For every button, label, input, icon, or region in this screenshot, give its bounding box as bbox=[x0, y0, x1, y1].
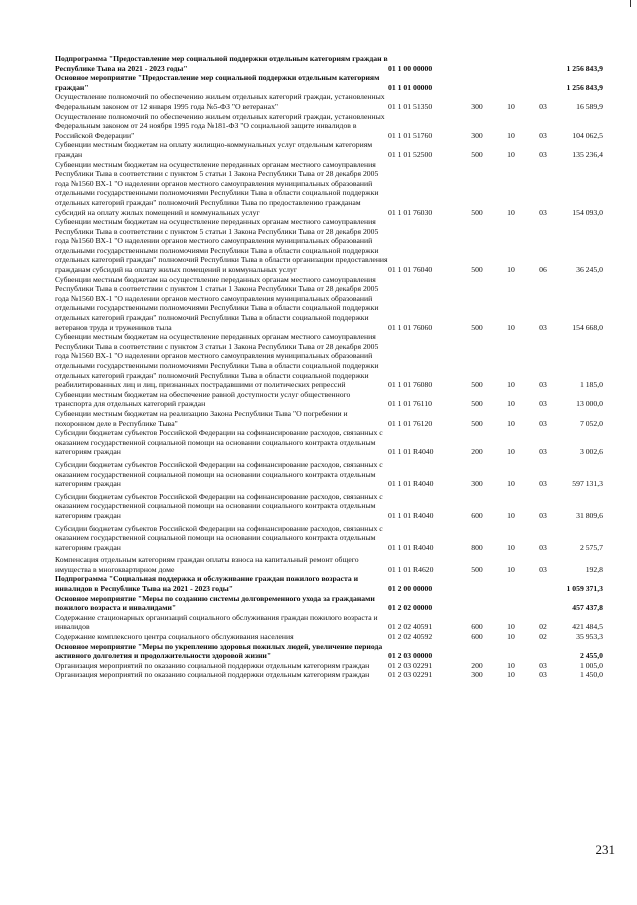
row-section bbox=[494, 642, 528, 661]
row-amount: 1 005,0 bbox=[579, 660, 603, 670]
table-row bbox=[55, 73, 603, 92]
row-name: Осуществление полномочий по обеспечению жильем отдельных категорий граждан, установленных Федеральным законом от 24 ноября 1995 года №181-ФЗ "О социальной защите инвалидов в Российской Федерации" bbox=[55, 111, 385, 140]
row-target-code: 01 1 01 51350 bbox=[388, 101, 433, 111]
row-amount: 31 809,6 bbox=[576, 510, 603, 520]
row-expense-type: 200 bbox=[471, 660, 483, 670]
row-section bbox=[494, 574, 528, 593]
row-expense-type bbox=[460, 73, 494, 92]
row-section bbox=[494, 594, 528, 613]
row-expense-type: 600 bbox=[471, 632, 483, 642]
row-target-code: 01 1 01 76080 bbox=[388, 380, 433, 390]
row-section: 10 bbox=[507, 632, 515, 642]
row-subsection bbox=[528, 574, 558, 593]
row-name: Компенсация отдельным категориям граждан оплаты взноса на капитальный ремонт общего имущества в многоквартирном доме bbox=[55, 555, 359, 574]
row-section: 10 bbox=[507, 479, 515, 489]
row-section: 10 bbox=[507, 447, 515, 457]
row-subsection: 03 bbox=[539, 418, 547, 428]
page-number: 231 bbox=[595, 842, 615, 857]
row-name: Субвенции местным бюджетам на обеспечение равной доступности услуг общественного транспорта для отдельных категорий граждан bbox=[55, 389, 351, 409]
row-amount: 7 052,0 bbox=[579, 418, 603, 428]
row-name: Субвенции местным бюджетам на оплату жилищно-коммунальных услуг отдельным категориям граждан bbox=[55, 140, 373, 159]
row-amount: 1 256 843,9 bbox=[566, 63, 603, 73]
row-target-code: 01 1 01 00000 bbox=[388, 82, 433, 92]
table-row bbox=[55, 574, 603, 593]
row-section: 10 bbox=[507, 322, 515, 332]
row-amount: 1 256 843,9 bbox=[566, 82, 603, 92]
row-target-code: 01 1 01 76030 bbox=[388, 207, 433, 217]
row-target-code: 01 1 01 R4620 bbox=[388, 564, 434, 574]
row-amount: 36 245,0 bbox=[576, 265, 603, 275]
table-row bbox=[55, 632, 603, 642]
row-expense-type bbox=[460, 54, 494, 73]
row-amount: 3 002,6 bbox=[579, 447, 603, 457]
row-section: 10 bbox=[507, 207, 515, 217]
row-expense-type: 600 bbox=[471, 510, 483, 520]
row-name: Субвенции местным бюджетам на осуществление переданных органам местного самоуправления Республики Тыва в соответствии с пунктом 5 статьи 1 Закона Республики Тыва от 28 декабря 2005 года №1560 ВХ-1 "О наделении органов местного самоуправления муниципальных образований отдельными государственными полномочиями Республики Тыва в области социальной поддержки отдельных категорий граждан" полномочий Республики Тыва в области организации предоставления гражданам субсидий на оплату жилых помещений и коммунальных услуг bbox=[55, 217, 388, 275]
row-section bbox=[494, 73, 528, 92]
row-expense-type bbox=[460, 642, 494, 661]
row-subsection: 03 bbox=[539, 670, 547, 680]
table-row bbox=[55, 489, 603, 521]
row-expense-type bbox=[460, 574, 494, 593]
row-subsection: 02 bbox=[539, 632, 547, 642]
row-target-code: 01 2 02 00000 bbox=[388, 603, 433, 613]
row-section: 10 bbox=[507, 399, 515, 409]
row-subsection: 03 bbox=[539, 322, 547, 332]
row-section: 10 bbox=[507, 622, 515, 632]
row-target-code: 01 2 02 40592 bbox=[388, 632, 433, 642]
row-amount: 192,8 bbox=[585, 564, 603, 574]
row-target-code: 01 2 03 02291 bbox=[388, 660, 433, 670]
row-subsection: 03 bbox=[539, 399, 547, 409]
scan-corner-mark bbox=[630, 0, 631, 7]
row-name: Субсидии бюджетам субъектов Российской Федерации на софинансирование расходов, связанных с оказанием государственной социальной помощи на основании социального контракта отдельным категориям граждан bbox=[55, 523, 383, 552]
table-row bbox=[55, 552, 603, 574]
row-name: Содержание комплексного центра социального обслуживания населения bbox=[55, 632, 294, 642]
row-subsection bbox=[528, 54, 558, 73]
row-name: Содержание стационарных организаций социального обслуживания граждан пожилого возраста и инвалидов bbox=[55, 612, 378, 632]
row-expense-type: 300 bbox=[471, 101, 483, 111]
row-name: Основное мероприятие "Меры по укреплению здоровья пожилых людей, увеличение периода активного долголетия и продолжительности здоровой жизни" bbox=[55, 641, 383, 661]
row-expense-type: 500 bbox=[471, 380, 483, 390]
row-name: Организация мероприятий по оказанию социальной поддержки отдельным категориям граждан bbox=[55, 660, 370, 670]
row-name: Осуществление полномочий по обеспечению жильем отдельных категорий граждан, установленных Федеральным законом от 12 января 1995 года №5-ФЗ "О ветеранах" bbox=[55, 92, 385, 111]
row-amount: 13 000,0 bbox=[576, 399, 603, 409]
row-subsection: 03 bbox=[539, 542, 547, 552]
row-expense-type: 500 bbox=[471, 564, 483, 574]
table-row bbox=[55, 521, 603, 553]
row-target-code: 01 1 01 76120 bbox=[388, 418, 433, 428]
row-expense-type: 200 bbox=[471, 447, 483, 457]
table-row bbox=[55, 428, 603, 457]
row-target-code: 01 1 01 51760 bbox=[388, 130, 433, 140]
table-row bbox=[55, 332, 603, 390]
row-subsection: 03 bbox=[539, 149, 547, 159]
row-target-code: 01 2 02 40591 bbox=[388, 622, 433, 632]
row-target-code: 01 1 00 00000 bbox=[388, 63, 433, 73]
row-section: 10 bbox=[507, 564, 515, 574]
row-subsection: 03 bbox=[539, 130, 547, 140]
row-section: 10 bbox=[507, 418, 515, 428]
table-row bbox=[55, 92, 603, 111]
row-section: 10 bbox=[507, 510, 515, 520]
row-target-code: 01 1 01 76040 bbox=[388, 265, 433, 275]
row-subsection: 03 bbox=[539, 447, 547, 457]
row-amount: 154 668,0 bbox=[572, 322, 603, 332]
row-expense-type: 600 bbox=[471, 622, 483, 632]
row-expense-type: 300 bbox=[471, 479, 483, 489]
row-expense-type: 300 bbox=[471, 670, 483, 680]
row-name: Субсидии бюджетам субъектов Российской Федерации на софинансирование расходов, связанных с оказанием государственной социальной помощи на основании социального контракта отдельным категориям граждан bbox=[55, 459, 383, 489]
row-name: Субвенции местным бюджетам на реализацию Закона Республики Тыва "О погребении и похоронном деле в Республике Тыва" bbox=[55, 408, 348, 428]
row-amount: 135 236,4 bbox=[572, 149, 603, 159]
row-name: Субвенции местным бюджетам на осуществление переданных органам местного самоуправления Республики Тыва в соответствии с пунктом 3 статьи 1 Закона Республики Тыва от 28 декабря 2005 года №1560 ВХ-1 "О наделении органов местного самоуправления муниципальных образований отдельными государственными полномочиями Республики Тыва в области социальной поддержки отдельных категорий граждан" полномочий Республики Тыва в области социальной поддержки реабилитированных лиц и лиц, признанных пострадавшими от политических репрессий bbox=[55, 332, 379, 390]
table-row bbox=[55, 112, 603, 141]
table-row bbox=[55, 594, 603, 613]
table-row bbox=[55, 409, 603, 428]
row-expense-type: 800 bbox=[471, 542, 483, 552]
row-name: Основное мероприятие "Предоставление мер социальной поддержки отдельным категориям граждан" bbox=[55, 73, 380, 92]
row-subsection: 02 bbox=[539, 622, 547, 632]
row-section: 10 bbox=[507, 380, 515, 390]
row-name: Субвенции местным бюджетам на осуществление переданных органам местного самоуправления Республики Тыва в соответствии с пунктом 1 статьи 1 Закона Республики Тыва от 28 декабря 2005 года №1560 ВХ-1 "О наделении органов местного самоуправления муниципальных образований отдельными государственными полномочиями Республики Тыва в области социальной поддержки отдельных категорий граждан" полномочий Республики Тыва в области социальной поддержки ветеранов труда и тружеников тыла bbox=[55, 274, 379, 332]
row-expense-type: 500 bbox=[471, 418, 483, 428]
table-row bbox=[55, 390, 603, 409]
row-section: 10 bbox=[507, 542, 515, 552]
row-name: Субвенции местным бюджетам на осуществление переданных органам местного самоуправления Республики Тыва в соответствии с пунктом 5 статьи 1 Закона Республики Тыва от 28 декабря 2005 года №1560 ВХ-1 "О наделении органов местного самоуправления муниципальных образований отдельными государственными полномочиями Республики Тыва в области социальной поддержки отдельных категорий граждан" полномочий Республики Тыва по предоставлению гражданам субсидий на оплату жилых помещений и коммунальных услуг bbox=[55, 159, 379, 217]
row-expense-type: 500 bbox=[471, 265, 483, 275]
table-row bbox=[55, 613, 603, 632]
row-section: 10 bbox=[507, 670, 515, 680]
row-section: 10 bbox=[507, 265, 515, 275]
table-row bbox=[55, 54, 603, 73]
row-subsection: 03 bbox=[539, 479, 547, 489]
row-target-code: 01 2 00 00000 bbox=[388, 584, 433, 594]
row-amount: 597 131,3 bbox=[572, 479, 603, 489]
row-amount: 457 437,8 bbox=[572, 603, 603, 613]
table-row bbox=[55, 140, 603, 159]
row-target-code: 01 2 03 00000 bbox=[388, 651, 433, 661]
row-amount: 2 455,0 bbox=[579, 651, 603, 661]
row-amount: 35 953,3 bbox=[576, 632, 603, 642]
row-target-code: 01 1 01 R4040 bbox=[388, 542, 434, 552]
row-target-code: 01 1 01 R4040 bbox=[388, 510, 434, 520]
row-section: 10 bbox=[507, 149, 515, 159]
row-target-code: 01 1 01 R4040 bbox=[388, 447, 434, 457]
row-section: 10 bbox=[507, 660, 515, 670]
table-row bbox=[55, 160, 603, 218]
table-row bbox=[55, 217, 603, 275]
row-section: 10 bbox=[507, 101, 515, 111]
row-subsection bbox=[528, 642, 558, 661]
row-name: Подпрограмма "Предоставление мер социальной поддержки отдельным категориям граждан в Республике Тыва на 2021 - 2023 годы" bbox=[55, 54, 388, 73]
row-amount: 104 062,5 bbox=[572, 130, 603, 140]
row-expense-type: 500 bbox=[471, 322, 483, 332]
row-name: Организация мероприятий по оказанию социальной поддержки отдельным категориям граждан bbox=[55, 670, 370, 680]
table-row bbox=[55, 457, 603, 489]
row-subsection bbox=[528, 594, 558, 613]
row-name: Основное мероприятие "Меры по созданию системы долговременного ухода за гражданами пожилого возраста и инвалидами" bbox=[55, 593, 375, 613]
row-name: Субсидии бюджетам субъектов Российской Федерации на софинансирование расходов, связанных с оказанием государственной социальной помощи на основании социального контракта отдельным категориям граждан bbox=[55, 428, 383, 457]
row-target-code: 01 1 01 R4040 bbox=[388, 479, 434, 489]
row-amount: 421 484,5 bbox=[572, 622, 603, 632]
row-target-code: 01 1 01 52500 bbox=[388, 149, 433, 159]
row-target-code: 01 1 01 76060 bbox=[388, 322, 433, 332]
table-row bbox=[55, 661, 603, 671]
row-subsection: 03 bbox=[539, 380, 547, 390]
row-amount: 1 059 371,3 bbox=[566, 584, 603, 594]
table-row bbox=[55, 670, 603, 680]
budget-table bbox=[55, 54, 603, 680]
row-amount: 1 185,0 bbox=[579, 380, 603, 390]
table-row bbox=[55, 642, 603, 661]
row-subsection: 03 bbox=[539, 207, 547, 217]
row-subsection: 03 bbox=[539, 101, 547, 111]
row-expense-type: 500 bbox=[471, 149, 483, 159]
row-subsection: 03 bbox=[539, 564, 547, 574]
row-subsection: 06 bbox=[539, 265, 547, 275]
budget-table-body bbox=[55, 54, 603, 680]
row-expense-type: 500 bbox=[471, 399, 483, 409]
row-subsection bbox=[528, 73, 558, 92]
row-amount: 154 093,0 bbox=[572, 207, 603, 217]
row-name: Подпрограмма "Социальная поддержка и обслуживание граждан пожилого возраста и инвалидов в Республике Тыва на 2021 - 2023 годы" bbox=[55, 574, 359, 594]
row-amount: 16 589,9 bbox=[576, 101, 603, 111]
row-section: 10 bbox=[507, 130, 515, 140]
table-row bbox=[55, 275, 603, 333]
row-section bbox=[494, 54, 528, 73]
row-target-code: 01 2 03 02291 bbox=[388, 670, 433, 680]
row-subsection: 03 bbox=[539, 660, 547, 670]
row-amount: 1 450,0 bbox=[579, 670, 603, 680]
row-expense-type bbox=[460, 594, 494, 613]
row-amount: 2 575,7 bbox=[579, 542, 603, 552]
row-expense-type: 500 bbox=[471, 207, 483, 217]
row-subsection: 03 bbox=[539, 510, 547, 520]
row-name: Субсидии бюджетам субъектов Российской Федерации на софинансирование расходов, связанных с оказанием государственной социальной помощи на основании социального контракта отдельным категориям граждан bbox=[55, 491, 383, 520]
row-target-code: 01 1 01 76110 bbox=[388, 399, 432, 409]
row-expense-type: 300 bbox=[471, 130, 483, 140]
